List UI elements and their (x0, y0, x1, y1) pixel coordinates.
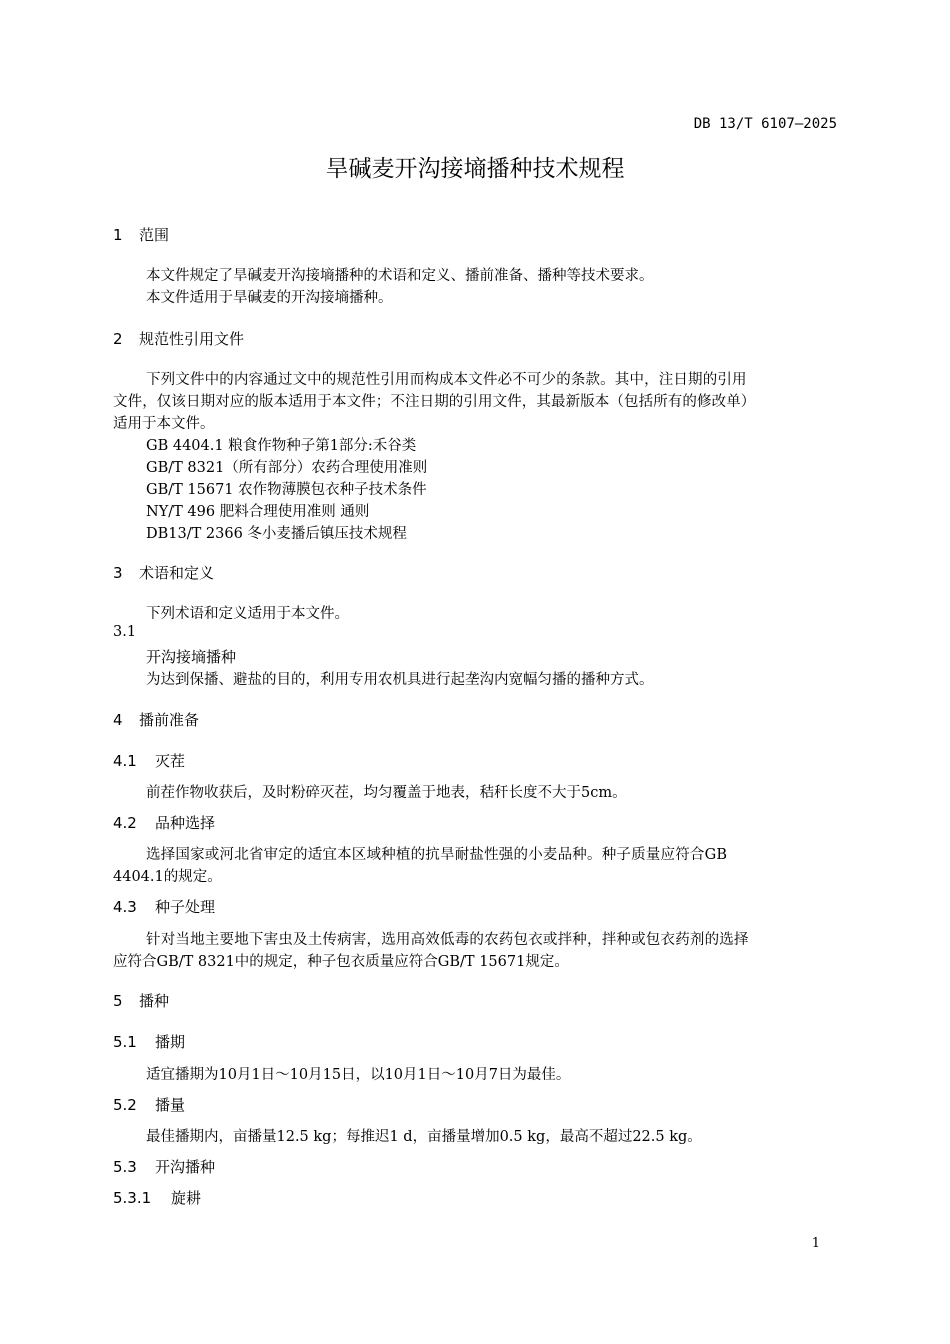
reference-item: GB/T 8321（所有部分）农药合理使用准则 (146, 460, 428, 476)
subsection-title: 播量 (155, 1096, 186, 1114)
subsection-5-3-1-heading (113, 1187, 201, 1208)
sowing-period-paragraph: 适宜播期为10月1日～10月15日，以10月1日～10月7日为最佳。 (146, 1067, 571, 1083)
section-title: 播种 (139, 992, 170, 1010)
subsection-5-3-heading (113, 1156, 215, 1177)
section-title: 术语和定义 (139, 564, 215, 582)
section-title: 规范性引用文件 (139, 330, 245, 348)
terms-intro: 下列术语和定义适用于本文件。 (146, 606, 349, 622)
subsection-number: 4.1 (113, 752, 137, 770)
document-code: DB 13/T 6107—2025 (693, 116, 837, 132)
subsection-title: 旋耕 (171, 1189, 202, 1207)
section-number: 3 (113, 564, 123, 582)
subsection-title: 播期 (155, 1033, 186, 1051)
document-title: 旱碱麦开沟接墒播种技术规程 (325, 156, 625, 182)
section-number: 5 (113, 992, 123, 1010)
section-3-heading (113, 562, 214, 583)
seed-treatment-line-1: 针对当地主要地下害虫及土传病害，选用高效低毒的农药包衣或拌种，拌种或包衣药剂的选择 (146, 932, 749, 948)
section-2-heading (113, 328, 244, 349)
subsection-number: 5.2 (113, 1096, 137, 1114)
subsection-title: 种子处理 (155, 898, 216, 916)
scope-paragraph-1: 本文件规定了旱碱麦开沟接墒播种的术语和定义、播前准备、播种等技术要求。 (146, 268, 654, 284)
subsection-number: 4.3 (113, 898, 137, 916)
term-name: 开沟接墒播种 (146, 648, 237, 666)
term-definition: 为达到保播、避盐的目的，利用专用农机具进行起垄沟内宽幅匀播的播种方式。 (146, 672, 654, 688)
subsection-4-1-heading (113, 750, 185, 771)
subsection-number: 4.2 (113, 814, 137, 832)
section-title: 范围 (139, 226, 170, 244)
reference-item: GB 4404.1 粮食作物种子第1部分:禾谷类 (146, 438, 417, 454)
subsection-title: 开沟播种 (155, 1158, 216, 1176)
subsection-number: 5.3 (113, 1158, 137, 1176)
subsection-5-2-heading (113, 1094, 185, 1115)
reference-item: GB/T 15671 农作物薄膜包衣种子技术条件 (146, 482, 427, 498)
subsection-4-3-heading (113, 896, 215, 917)
references-intro-line-1: 下列文件中的内容通过文中的规范性引用而构成本文件必不可少的条款。其中，注日期的引用 (146, 372, 747, 388)
scope-paragraph-2: 本文件适用于旱碱麦的开沟接墒播种。 (146, 290, 393, 306)
variety-paragraph-line-1: 选择国家或河北省审定的适宜本区域种植的抗旱耐盐性强的小麦品种。种子质量应符合GB (146, 847, 728, 863)
subsection-title: 品种选择 (155, 814, 216, 832)
section-number: 2 (113, 330, 123, 348)
term-number: 3.1 (113, 624, 137, 640)
section-number: 1 (113, 226, 123, 244)
variety-paragraph-line-2: 4404.1的规定。 (113, 869, 222, 885)
subsection-5-1-heading (113, 1031, 185, 1052)
reference-item: DB13/T 2366 冬小麦播后镇压技术规程 (146, 526, 407, 542)
subsection-number: 5.3.1 (113, 1189, 152, 1207)
page-number: 1 (811, 1236, 820, 1251)
section-4-heading (113, 709, 199, 730)
section-number: 4 (113, 711, 123, 729)
section-5-heading (113, 990, 169, 1011)
subsection-title: 灭茬 (155, 752, 186, 770)
reference-item: NY/T 496 肥料合理使用准则 通则 (146, 504, 370, 520)
section-1-heading (113, 224, 169, 245)
references-intro-line-2: 文件，仅该日期对应的版本适用于本文件；不注日期的引用文件，其最新版本（包括所有的修改单） (113, 394, 756, 410)
seed-treatment-line-2: 应符合GB/T 8321中的规定，种子包衣质量应符合GB/T 15671规定。 (113, 954, 569, 970)
references-intro-line-3: 适用于本文件。 (113, 416, 215, 432)
subsection-number: 5.1 (113, 1033, 137, 1051)
seeding-rate-paragraph: 最佳播期内，亩播量12.5 kg；每推迟1 d，亩播量增加0.5 kg，最高不超过22.5 kg。 (146, 1129, 702, 1145)
subsection-4-2-heading (113, 812, 215, 833)
stubble-paragraph: 前茬作物收获后，及时粉碎灭茬，均匀覆盖于地表，秸秆长度不大于5cm。 (146, 785, 627, 801)
section-title: 播前准备 (139, 711, 200, 729)
